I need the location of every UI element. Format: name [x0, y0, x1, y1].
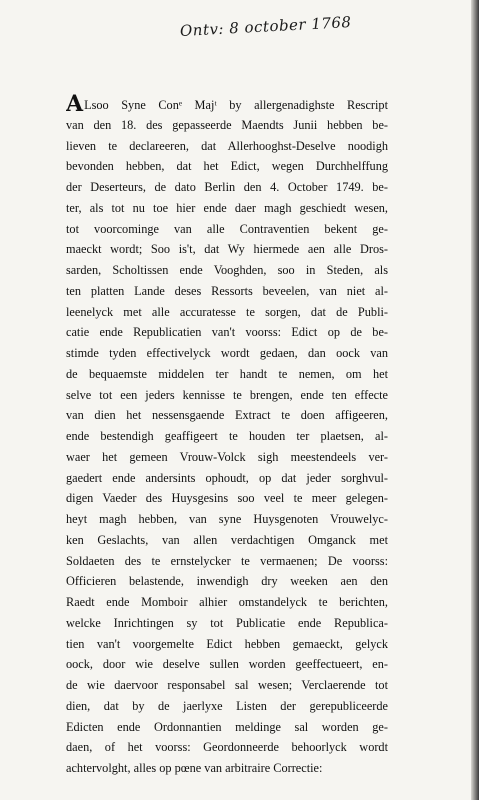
- text-line: ende bestendigh geaffigeert te houden ter plaetsen, al-: [66, 429, 388, 443]
- text-line: tot voorcominge van alle Contraventien bekent ge-: [66, 221, 388, 236]
- text-line: bevonden hebben, dat het Edict, wegen Durchhelffung: [66, 159, 388, 174]
- text-line: de bequaemste middelen ter handt te nemen, om het: [66, 366, 388, 381]
- text-line: heyt magh hebben, van syne Huysgenoten Vrouwelyc-: [66, 512, 388, 526]
- text-line: digen Vaeder des Huysgesins soo veel te meer gelegen-: [66, 491, 388, 506]
- text-line: Edicten ende Ordonnantien meldinge sal worden ge-: [66, 719, 388, 734]
- text-line: catie ende Republicatien van't voorss: Edict op de be-: [66, 325, 388, 340]
- text-line: maeckt wordt; Soo is't, dat Wy hiermede aen alle Dros-: [66, 242, 388, 257]
- handwritten-receipt-note: Ontv: 8 october 1768: [179, 13, 352, 40]
- text-line: welcke Inrichtingen sy tot Publicatie ende Republica-: [66, 615, 388, 630]
- text-line: ter, als tot nu toe hier ende daer magh geschiedt wesen,: [66, 200, 388, 215]
- text-line: leenelyck met alle accuratesse te sorgen, dat de Publi-: [66, 304, 388, 319]
- decree-text: [66, 94, 388, 779]
- text-line: dien, dat by de jaerlyxe Listen der gerepubliceerde: [66, 698, 388, 713]
- text-line: van den 18. des gepasseerde Maendts Junii hebben be-: [66, 117, 388, 132]
- page-edge-shadow: [471, 0, 479, 800]
- text-line: tien van't voorgemelte Edict hebben gemaeckt, gelyck: [66, 636, 388, 651]
- text-line: der Deserteurs, de dato Berlin den 4. October 1749. be-: [66, 180, 388, 194]
- text-line: waer het gemeen Vrouw-Volck sigh meestendeels ver-: [66, 449, 388, 464]
- text-line: achtervolght, alles op pœne van arbitraire Correctie:: [66, 761, 323, 775]
- text-line: van dien het nessensgaende Extract te doen affigeeren,: [66, 408, 388, 423]
- drop-cap: A: [66, 94, 84, 115]
- text-line: oock, door wie deselve sullen worden geeffectueert, en-: [66, 657, 388, 672]
- text-line: gaedert ende andersints ophoudt, op dat jeder sorghvul-: [66, 470, 388, 485]
- first-line-text: Lsoo Syne Conᵉ Majᵗ by allergenadighste Rescript: [84, 98, 388, 112]
- text-line: Soldaeten des te ernstelycker te vermaenen; De voorss:: [66, 553, 388, 568]
- text-line: sarden, Scholtissen ende Vooghden, soo in Steden, als: [66, 263, 388, 277]
- text-line: ten platten Lande deses Ressorts beveelen, van niet al-: [66, 283, 388, 298]
- text-line: daen, of het voorss: Geordonneerde behoorlyck wordt: [66, 740, 388, 755]
- text-line: [66, 94, 388, 115]
- text-line: Officieren belastende, inwendigh dry weeken aen den: [66, 574, 388, 589]
- text-line: de wie daervoor responsabel sal wesen; Verclaerende tot: [66, 678, 388, 692]
- text-line: selve tot een jeders kennisse te brengen, ende ten effecte: [66, 387, 388, 402]
- text-line: stimde tyden effectivelyck wordt gedaen, dan oock van: [66, 346, 388, 360]
- text-line: ken Geslachts, van allen verdachtigen Omganck met: [66, 532, 388, 547]
- text-line: lieven te declareeren, dat Allerhooghst-Deselve noodigh: [66, 138, 388, 153]
- text-line: Raedt ende Momboir alhier omstandelyck te berichten,: [66, 595, 388, 609]
